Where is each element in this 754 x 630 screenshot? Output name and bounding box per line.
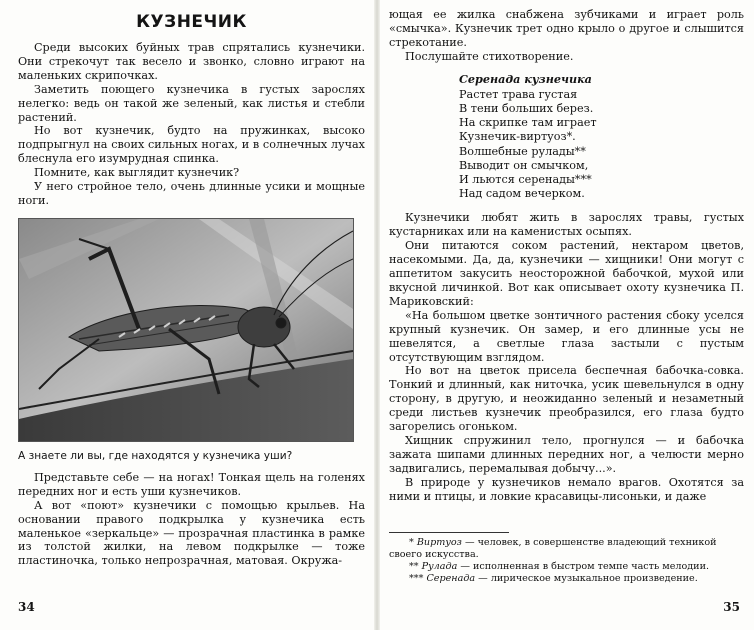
page-number-right: 35 bbox=[723, 600, 740, 614]
footnote bbox=[389, 573, 744, 585]
poem-line: На скрипке там играет bbox=[459, 116, 597, 130]
paragraph: У него стройное тело, очень длинные усики и мощные ноги. bbox=[18, 180, 365, 207]
footnote-term: * Виртуоз bbox=[409, 537, 462, 548]
paragraph: Послушайте стихотворение. bbox=[405, 49, 574, 63]
footnote-text: — лирическое музыкальное произведение. bbox=[475, 573, 698, 584]
poem-line: Выводит он смычком, bbox=[459, 158, 589, 172]
footnote-text: — исполненная в быстром темпе часть мелодии. bbox=[457, 561, 710, 572]
footnote bbox=[389, 537, 744, 561]
poem-line: В тени больших берез. bbox=[459, 102, 594, 116]
quote-paragraph: «На большом цветке зонтичного растения сбоку уселся крупный кузнечик. Он замер, и его длинные усы не шевелятся, а светлые глаза застыли с пустым отсутствующим взглядом. bbox=[389, 308, 744, 364]
footnote-rule bbox=[389, 532, 509, 533]
poem bbox=[459, 72, 744, 202]
footnote bbox=[389, 561, 744, 573]
paragraph: Но вот кузнечик, будто на пружинках, высоко подпрыгнул на своих сильных ногах, и в солнечных лучах блеснула его изумрудная спинка. bbox=[18, 124, 365, 166]
body-text bbox=[389, 211, 744, 503]
quote-paragraph: Хищник спружинил тело, прогнулся — и бабочка зажата шипами длинных передних ног, а челюсти мерно задвигались, перемалывая добычу...». bbox=[389, 433, 744, 475]
poem-title: Серенада кузнечика bbox=[459, 71, 592, 86]
footnotes bbox=[389, 532, 744, 585]
intro-text bbox=[18, 41, 365, 208]
footnote-term: *** Серенада bbox=[409, 573, 476, 584]
paragraph: Кузнечики любят жить в зарослях травы, густых кустарниках или на каменистых осыпях. bbox=[389, 211, 744, 239]
right-page bbox=[377, 0, 754, 630]
body-text bbox=[18, 471, 365, 568]
paragraph: Среди высоких буйных трав спрятались кузнечики. Они стрекочут так весело и звонко, словно играют на маленьких скрипочках. bbox=[18, 41, 365, 82]
paragraph: В природе у кузнечиков немало врагов. Охотятся за ними и птицы, и ловкие красавицы-лисоньки, и даже bbox=[389, 475, 744, 503]
page-title: КУЗНЕЧИК bbox=[136, 12, 247, 32]
poem-line: Растет трава густая bbox=[459, 87, 578, 101]
paragraph: Они питаются соком растений, нектаром цветов, насекомыми. Да, да, кузнечики — хищники! Они могут с аппетитом закусить неосторожной бабочкой, мухой или вкусной личинкой. Вот как описывает охоту кузнечика П. Мариковский: bbox=[389, 239, 744, 308]
footnote-text: — человек, в совершенстве владеющий техникой своего искусства. bbox=[389, 537, 717, 560]
body-text bbox=[389, 8, 744, 64]
photo-caption: А знаете ли вы, где находятся у кузнечика уши? bbox=[18, 449, 293, 462]
paragraph: Помните, как выглядит кузнечик? bbox=[34, 166, 240, 180]
paragraph: ющая ее жилка снабжена зубчиками и играет роль «смычка». Кузнечик трет одно крыло о другое и слышится стрекотание. bbox=[389, 8, 744, 49]
paragraph: Представьте себе — на ногах! Тонкая щель на голенях передних ног и есть уши кузнечиков. bbox=[18, 470, 365, 498]
page-number-left: 34 bbox=[18, 600, 35, 614]
poem-line: Кузнечик-виртуоз*. bbox=[459, 130, 576, 144]
poem-line: И льются серенады*** bbox=[459, 173, 592, 187]
footnote-term: ** Рулада bbox=[409, 561, 458, 572]
paragraph: А вот «поют» кузнечики с помощью крыльев. На основании правого подкрылка у кузнечика есть маленькое «зеркальце» — прозрачная пластинка в рамке из толстой жилки, на левом подкрылке — тоже пластиночка, только непрозрачная, матовая. Окружа- bbox=[18, 498, 365, 568]
poem-line: Волшебные рулады** bbox=[459, 144, 586, 158]
paragraph: Заметить поющего кузнечика в густых зарослях нелегко: ведь он такой же зеленый, как листья и стебли растений. bbox=[18, 82, 365, 124]
grasshopper-photo bbox=[18, 218, 354, 442]
quote-paragraph: Но вот на цветок присела беспечная бабочка-совка. Тонкий и длинный, как ниточка, усик шевельнулся в одну сторону, в другую, и неожиданно зеленый и незаметный среди листьев кузнечик преобразился, его глаза будто загорелись огоньком. bbox=[389, 364, 744, 434]
poem-line: Над садом вечерком. bbox=[459, 187, 585, 201]
